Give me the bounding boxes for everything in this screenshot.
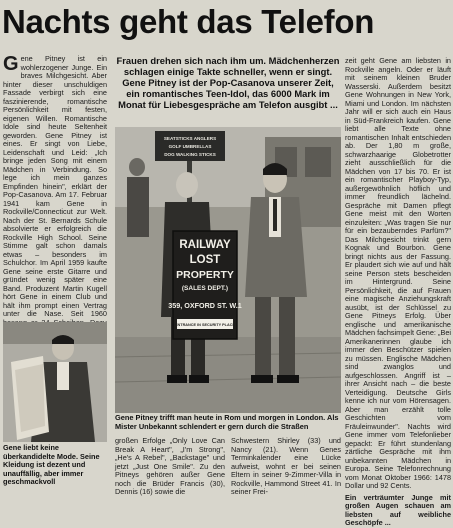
article-column-3 [345,56,451,527]
main-photo-caption: Gene Pitney trifft man heute in Rom und morgen in London. Als Mister Unbekannt schlendert er gern durch die Straßen [115,413,339,431]
article-column-2b: großen Erfolge „Only Love Can Break A Heart", „I'm Strong", „He's A Rebel", „Backstage" und jetzt „Just One Smile". Zu den Pitneys gehören außer Gene noch die Brüder Francis (30), Dennis (16) sowie die [115,436,225,496]
headline: Nachts geht das Telefon [2,3,375,40]
drop-cap: G [3,53,19,75]
small-photo [3,322,107,442]
main-photo [115,127,341,413]
column-1-text: ene Pitney ist ein wohlerzogener Junge. Ein braves Milchgesicht. Aber hinter dieser unschuldigen Fassade verbirgt sich eine faszinierende, romantische Persönlichkeit mit festen, eigenen Willen. Romantische Idole sind heute Seltenheit geworden. Gene Pitney ist eines. Er singt von Liebe, Leidenschaft und Leid: „Ich bringe jeden Song mit einem Mädchen in Verbindung. So lege ich mein ganzes Empfinden hinein", erklärt der Pop-Casanova. Am 17. Februar 1941 kam Gene in Rockville/Connecticut zur Welt. Nach der St. Bernards Schule absolvierte er erfolgreich die Rockville High School. Seine Stimme galt schon damals etwas – besonders im Schulchor. Im April 1959 kaufte Gene seine erste Gitarre und gründet wenig später eine Band. Produzent Martin Kugell hört Gene in einem Club und hält ihm prompt einen Vertrag unter die Nase. Seit 1960 [3,54,107,318]
main-photo-illustration [115,127,341,413]
article-column-2c: Schwestern Shirley (33) und Nancy (21). Wenn Genes Terminkalender eine Lücke aufweist, wohnt er bei seinen Eltern in seiner 9-Zimmer-Villa in Rockville, Hammond Street 41. In seiner Frei- [231,436,341,496]
small-photo-illustration [3,322,107,442]
article-column-1 [3,55,107,320]
board-line-5: 359, OXFORD ST. W.1 [168,301,242,310]
sign-line-3: DOG WALKING STICKS [164,152,216,157]
lede-paragraph: Frauen drehen sich nach ihm um. Mädchenherzen schlagen einige Takte schneller, wenn er singt. Gene Pitney ist der Pop-Casanova unserer Zeit, ein romantisches Teen-Idol, das 6000 Mark im Monat für Liebesgespräche am Telefon ausgibt ... [116,55,340,110]
board-line-4: (SALES DEPT.) [181,285,229,292]
sign-line-2: GOLF UMBRELLAS [168,144,212,149]
board-line-2: LOST [189,254,221,266]
board-line-6: ENTRANCE IN SECURITY PLACE [174,323,236,327]
board-line-3: PROPERTY [176,269,234,281]
sign-line-1: SEATSTICKS ANGLERS [163,136,217,141]
small-photo-caption-tail: Ein verträumter Junge mit großen Augen schauen am liebsten auf weibliche Geschöpfe ... [345,492,451,527]
small-photo-caption: Gene liebt keine überkandidelte Mode. Seine Kleidung ist dezent und unauffällig, aber immer geschmackvoll [3,443,100,487]
column-3-text: zeit geht Gene am liebsten in Rockville angeln. Oder er läuft mit seinem kleinen Bruder Wasserski. Außerdem besitzt Gene Wohnungen in New York, Miami und London. Im nächsten Jahr will er sich auch ein Haus in Süd-Frankreich kaufen. Gene liebt alle Texte ohne romantischen Inhalt entschieden ab. Der 1,80 m große, schwarzhaarige Globetrotter zieht ausschließlich für die Mädchen von 17 bis 70. Er ist ein romantischer Playboy-Typ, außergewöhnlich höflich und immer freundlich lächelnd. Gespräche mit Damen pflegt Gene meist mit den Worten einzuleiten: „Was tragen Sie nur für ein bezauberndes Parfüm?" Das Milchgesicht trinkt gern Kognak und Bourbon. Gene bringt nichts aus der Fassung. Er plaudert sich wie auf und hält seine Person stets bescheiden im Hintergrund. Seine Persönlichkeit, die auf Frauen eine magische Anziehungskraft ausübt, ist der Schlüssel zu Gene Pitneys Erfolg. Über englische und amerikanische Mädchen fachsimpelt Gene: „Bei Amerikanerinnen glaube ich immer den Beschützer spielen zu müssen. Englische Mädchen sind zwanglos und aufgeschlossen. Angriff ist – ihrer Ansicht nach – die beste Verteidigung. Deutsche Girls kenne ich nur vom Hörensagen. Aber man erzählt tolle Geschichten vom Fräuleinwunder". Nachts wird Gene immer vom Telefonlieber gepackt: Er führt stundenlang zärtliche Gespräche mit ihm unbekannten Mädchen in Europa. Seine Telefonrechnung vom Monat Oktober 1966: 1478 Dollar und 92 Cents. [345,56,451,490]
board-line-1: RAILWAY [179,239,231,251]
